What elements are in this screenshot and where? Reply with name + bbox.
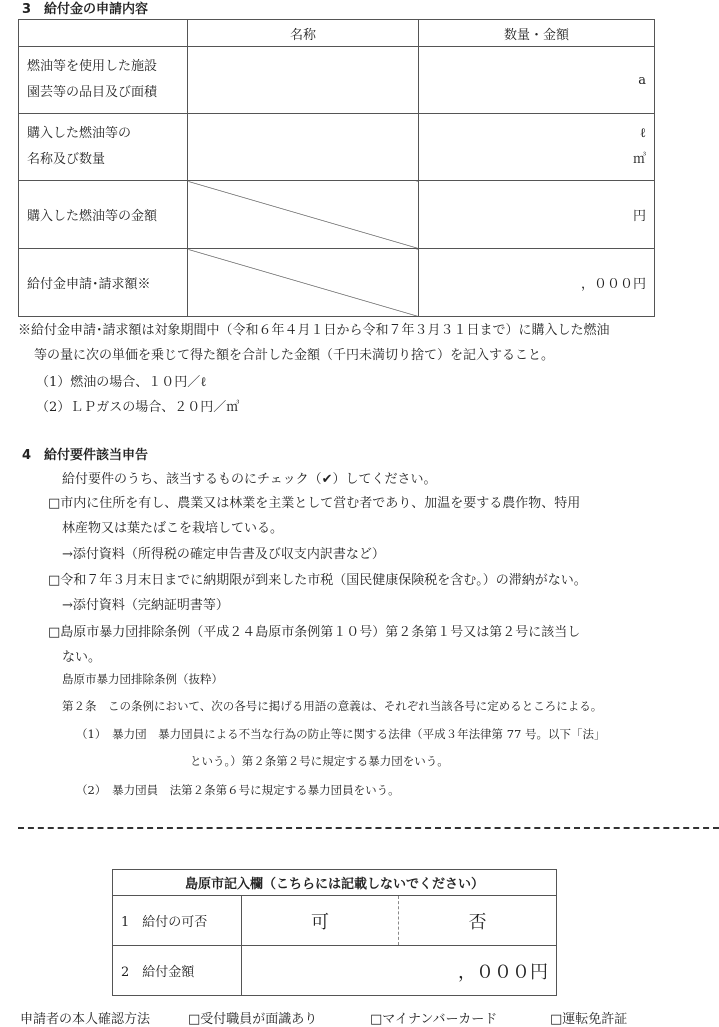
text: →添付資料（所得税の確定申告書及び収支内訳書など）	[62, 547, 385, 562]
header-amount: 数量・金額	[419, 20, 655, 47]
row-label: 2 給付金額	[113, 946, 242, 996]
rate: （1）燃油の場合、１０円／ℓ	[36, 375, 207, 390]
row-label: 1 給付の可否	[113, 896, 242, 946]
header-name: 名称	[188, 20, 419, 47]
id-option-checkbox[interactable]: □マイナンバーカード	[370, 1012, 498, 1027]
row-label: 給付金申請･請求額※	[19, 249, 188, 317]
text: ない。	[62, 650, 102, 665]
slashed-cell	[188, 181, 419, 249]
application-table	[18, 19, 655, 317]
office-table	[112, 869, 557, 996]
row-label: 購入した燃油等の金額	[19, 181, 188, 249]
section3-title: 3 給付金の申請内容	[22, 2, 149, 17]
name-field[interactable]	[188, 47, 419, 114]
requirement-checkbox[interactable]: □令和７年３月末日までに納期限が到来した市税（国民健康保険税を含む。）の滞納がない。	[48, 573, 587, 588]
requirement-checkbox[interactable]: □島原市暴力団排除条例（平成２４島原市条例第１０号）第２条第１号又は第２号に該当し	[48, 625, 581, 640]
article: 第２条 この条例において、次の各号に掲げる用語の意義は、それぞれ当該各号に定めるところによる。	[62, 699, 603, 713]
amount-field[interactable]: 円	[419, 181, 655, 249]
id-method-label: 申請者の本人確認方法	[20, 1012, 151, 1027]
reject-option[interactable]: 否	[399, 896, 557, 946]
row-label: 購入した燃油等の 名称及び数量	[19, 114, 188, 181]
row-label: 燃油等を使用した施設 園芸等の品目及び面積	[19, 47, 188, 114]
text: 林産物又は葉たばこを栽培している。	[62, 521, 284, 536]
article-item: という。）第２条第２号に規定する暴力団をいう。	[190, 754, 449, 768]
id-option-checkbox[interactable]: □受付職員が面識あり	[188, 1012, 318, 1027]
id-option-checkbox[interactable]: □運転免許証	[550, 1012, 628, 1027]
slashed-cell	[188, 249, 419, 317]
office-title: 島原市記入欄（こちらには記載しないでください）	[113, 870, 557, 896]
section4-title: 4 給付要件該当申告	[22, 448, 149, 463]
name-field[interactable]	[188, 114, 419, 181]
cut-line	[18, 827, 719, 829]
note: ※給付金申請･請求額は対象期間中（令和６年４月１日から令和７年３月３１日まで）に購入した燃油	[18, 323, 610, 338]
amount-field[interactable]: ，０００円	[242, 946, 557, 996]
text: →添付資料（完納証明書等）	[62, 598, 229, 613]
header-blank	[19, 20, 188, 47]
amount-field[interactable]: ，０００円	[419, 249, 655, 317]
amount-field[interactable]: a	[419, 47, 655, 114]
article-item: （1） 暴力団 暴力団員による不当な行為の防止等に関する法律（平成３年法律第 77 号。以下「法」	[76, 727, 606, 741]
intro: 給付要件のうち、該当するものにチェック（✔）してください。	[62, 472, 437, 487]
requirement-checkbox[interactable]: □市内に住所を有し、農業又は林業を主業として営む者であり、加温を要する農作物、特用	[48, 496, 581, 511]
approve-option[interactable]: 可	[242, 896, 399, 946]
amount-field[interactable]: ℓ ㎥	[419, 114, 655, 181]
note: 等の量に次の単価を乗じて得た額を合計した金額（千円未満切り捨て）を記入すること。	[34, 348, 555, 363]
article-item: （2） 暴力団員 法第２条第６号に規定する暴力団員をいう。	[76, 783, 400, 797]
excerpt-title: 島原市暴力団排除条例（抜粋）	[62, 672, 223, 686]
rate: （2）ＬＰガスの場合、２０円／㎥	[36, 400, 240, 415]
